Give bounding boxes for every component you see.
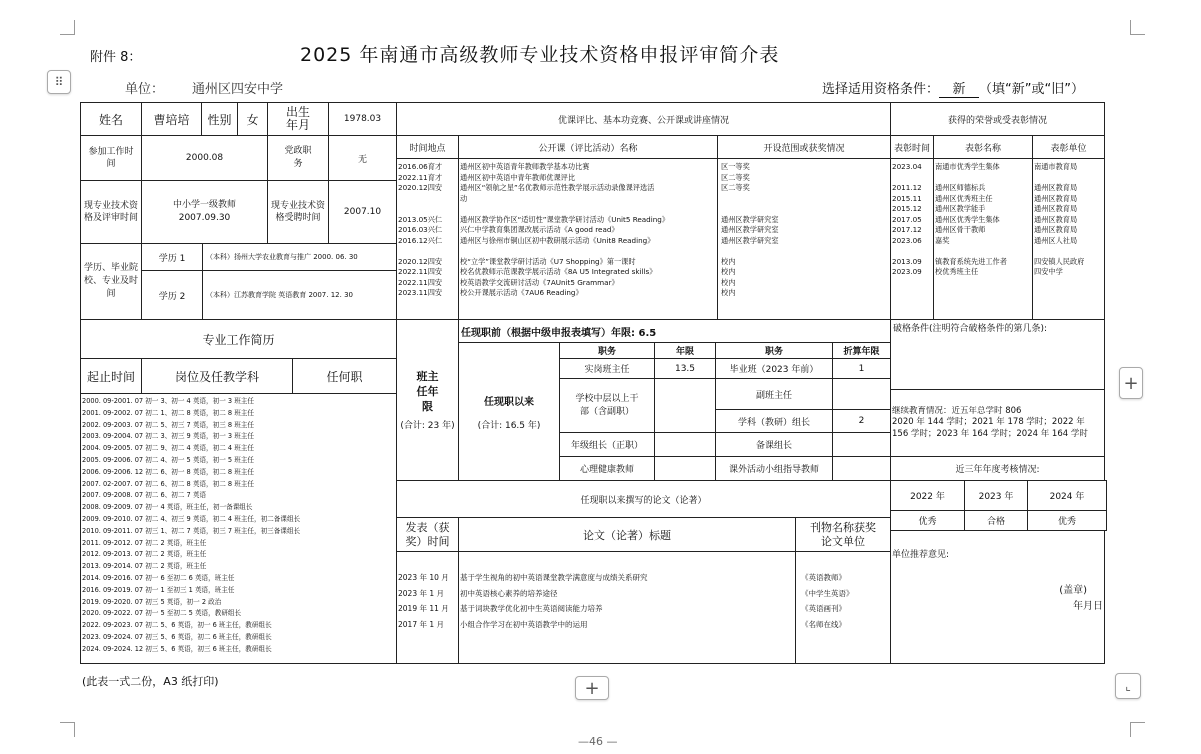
papers-journals-cell <box>795 551 891 664</box>
unit-label: 单位： <box>125 82 165 97</box>
party-label: 党政职务 <box>267 135 329 181</box>
papers-section-title: 任现职以来撰写的论文（论著） <box>396 480 891 518</box>
corner-mark-br <box>1130 722 1145 737</box>
honors-times-cell <box>890 158 934 320</box>
honors-col-time: 表彰时间 <box>890 135 934 159</box>
papers-times-cell <box>396 551 459 664</box>
class-teacher-total: (合计: 23 年) <box>400 421 455 431</box>
ct-col-discount: 折算年限 <box>832 342 891 359</box>
honors-section-title: 获得的荣誉或受表彰情况 <box>890 102 1105 136</box>
ct-row-c: 毕业班（2023 年前） <box>715 358 833 379</box>
ct-row-c: 学科（教研）组长 <box>715 409 833 433</box>
awards-activities: 通州区初中英语青年教师教学基本功比赛 通州区初中英语中青年教师优课评比 通州区“领航之星”名优教师示范性教学展示活动录像课评选活 动 通州区教学协作区“适切性”课堂教学研讨活动《Unit5 Reading》 兴仁中学教育集团课改展示活动《A good read》 通州区与徐州市铜山区初中教研展示活动《Unit8 Reading》 校“立学”课堂教学研讨活动《U7 Shopping》第一课时 校名优教师示范课教学展示活动《8A U5 Integrated skills》 校英语教学交流研讨活动《7AUnit5 Grammar》 校公开课展示活动《7AU6 Reading》 <box>460 162 670 297</box>
current-qual-label: 现专业技术资格及评审时间 <box>80 180 142 244</box>
assessment-year: 2024 年 <box>1027 480 1107 511</box>
work-start-label: 参加工作时间 <box>80 135 142 181</box>
ct-col-years: 年限 <box>654 342 716 359</box>
cont-edu-cell <box>890 389 1105 457</box>
awards-scopes: 区一等奖 区二等奖 区二等奖 通州区教学研究室 通州区教学研究室 通州区教学研究室 校内 校内 校内 校内 <box>721 162 779 297</box>
recommendation-date: 年月日 <box>1073 601 1103 612</box>
condition-value[interactable]: 新 <box>939 78 979 98</box>
recommendation-stamp: (盖章) <box>1059 585 1087 596</box>
name-value: 曹培培 <box>141 102 202 136</box>
honors-units-cell <box>1032 158 1105 320</box>
recommendation-label: 单位推荐意见: <box>892 550 950 560</box>
edu1-value <box>202 243 397 271</box>
resume-entries: 2000. 09-2001. 07 初一 3、初一 4 英语，初一 3 班主任 2001. 09-2002. 07 初二 1、初二 8 英语，初二 8 班主任 2002. 09-2003. 07 初二 5、初三 7 英语，初三 8 班主任 2003. 09-2004. 07 初二 3、初三 9 英语，初一 3 班主任 2004. 09-2005. 07 初二 9、初二 4 英语，初二 4 班主任 2005. 09-2006. 07 初二 4、初一 5 英语，初一 5 班主任 2006. 09-2006. 12 初二 6、初一 8 英语，初二 8 班主任 2007. 02-2007. 07 初二 6、初二 8 英语，初二 8 班主任 2007. 09-2008. 07 初二 6、初二 7 英语 2008. 09-2009. 07 初一 4 英语，班主任，初一备课组长 2009. 09-2010. 07 初二 4、初三 9 英语，初二 4 班主任，初二备课组长 2010. 09-2011. 07 初三 1、初二 7 英语，初三 7 班主任，初三备课组长 2011. 09-2012. 07 初二 2 英语，班主任 2012. 09-2013. 07 初二 2 英语，班主任 2013. 09-2014. 07 初二 2 英语，班主任 2014. 09-2016. 07 初一 6 至初二 6 英语，班主任 2016. 09-2019. 07 初一 1 至初三 1 英语，班主任 2019. 09-2020. 07 初三 5 英语，初一 2 政治 2020. 09-2022. 07 初一 5 至初二 5 英语，教研组长 2022. 09-2023. 07 初二 5、6 英语，初一 6 班主任，教研组长 2023. 09-2024. 07 初三 5、6 英语，初二 6 班主任，教研组长 2024. 09-2024. 12 初三 5、6 英语，初三 6 班主任，教研组长 <box>82 397 301 653</box>
ct-row-a: 年级组长（正职） <box>559 432 655 457</box>
add-column-button[interactable]: + <box>1119 367 1143 399</box>
assessment-title: 近三年年度考核情况: <box>890 456 1105 481</box>
before-years-cell <box>458 319 891 343</box>
ct-row-a: 心理健康教师 <box>559 456 655 481</box>
honors-col-unit: 表彰单位 <box>1032 135 1105 159</box>
unit-value: 通州区四安中学 <box>192 82 284 97</box>
ct-row-a: 实岗班主任 <box>559 358 655 379</box>
honors-times: 2023.04 2011.12 2015.11 2015.12 2017.05 2017.12 2023.06 2013.09 2023.09 <box>892 162 922 276</box>
ct-row-d <box>832 432 891 457</box>
resume-title: 专业工作简历 <box>80 319 397 359</box>
ct-row-c: 副班主任 <box>715 378 833 410</box>
assessment-result: 优秀 <box>1027 510 1107 531</box>
assessment-result: 合格 <box>964 510 1028 531</box>
edu2-text: （本科）江苏教育学院 英语教育 2007. 12. 30 <box>206 290 353 299</box>
attachment-label: 附件 8： <box>90 50 142 65</box>
assessment-year: 2022 年 <box>890 480 965 511</box>
ct-row-d <box>832 456 891 481</box>
assessment-result: 优秀 <box>890 510 965 531</box>
cont-edu-text: 继续教育情况：近五年总学时 806 2020 年 144 学时；2021 年 178 学时；2022 年 156 学时；2023 年 164 学时；2024 年 164 学时 <box>892 405 1088 439</box>
party-value: 无 <box>328 135 397 181</box>
awards-col-scope: 开设范围或获奖情况 <box>717 135 891 159</box>
ct-row-d: 2 <box>832 409 891 433</box>
after-label-cell <box>458 342 560 481</box>
birth-label: 出生年月 <box>267 102 329 136</box>
condition-hint: （填“新”或“旧”） <box>979 82 1084 97</box>
resume-col-role: 任何职 <box>292 358 397 394</box>
ct-row-c: 备课组长 <box>715 432 833 457</box>
awards-times: 2016.06育才 2022.11育才 2020.12四安 2013.05兴仁 2016.03兴仁 2016.12兴仁 2020.12四安 2022.11四安 2022.11四安 2023.11四安 <box>398 162 443 297</box>
ct-row-a: 学校中层以上干部（含副职） <box>559 378 655 433</box>
current-qual-value: 中小学一级教师 2007.09.30 <box>141 180 268 244</box>
ct-row-b <box>654 432 716 457</box>
resize-table-button[interactable]: ⌞ <box>1115 673 1141 699</box>
honors-names-cell <box>933 158 1033 320</box>
papers-titles: 基于学生视角的初中英语课堂教学满意度与成绩关系研究 初中英语核心素养的培养途径 基于词块教学优化初中生英语阅读能力培养 小组合作学习在初中英语教学中的运用 <box>460 573 648 629</box>
page-number: —46 — <box>578 735 618 748</box>
name-label: 姓名 <box>80 102 142 136</box>
assessment-year: 2023 年 <box>964 480 1028 511</box>
current-post-value: 2007.10 <box>328 180 397 244</box>
after-total: (合计: 16.5 年) <box>477 420 541 431</box>
papers-col-title: 论文（论著）标题 <box>458 517 796 552</box>
awards-activities-cell <box>458 158 718 320</box>
honors-units: 南通市教育局 通州区教育局 通州区教育局 通州区教育局 通州区教育局 通州区教育局 通州区人社局 四安镇人民政府 四安中学 <box>1034 162 1085 276</box>
awards-section-title: 优课评比、基本功竞赛、公开课或讲座情况 <box>396 102 891 136</box>
recommendation-cell <box>890 530 1105 664</box>
ct-row-d: 1 <box>832 358 891 379</box>
resume-list <box>80 393 397 664</box>
condition-group <box>822 78 1084 98</box>
ct-col-role2: 职务 <box>715 342 833 359</box>
edu1-label: 学历 1 <box>141 243 203 271</box>
exception-cell <box>890 319 1105 390</box>
edu1-text: （本科）扬州大学农业教育与推广 2000. 06. 30 <box>206 252 358 261</box>
class-teacher-title-cell <box>396 319 459 481</box>
ct-row-b <box>654 378 716 433</box>
papers-col-journal: 刊物名称获奖论文单位 <box>795 517 891 552</box>
edu2-value <box>202 270 397 320</box>
work-start-value: 2000.08 <box>141 135 268 181</box>
papers-times: 2023 年 10 月 2023 年 1 月 2019 年 11 月 2017 年 1 月 <box>398 573 449 629</box>
footer-note: (此表一式二份，A3 纸打印) <box>82 675 219 688</box>
drag-handle-button[interactable]: ⠿ <box>47 70 71 94</box>
birth-value: 1978.03 <box>328 102 397 136</box>
condition-label: 选择适用资格条件： <box>822 82 940 97</box>
corner-mark-bl <box>60 722 75 737</box>
awards-col-activity: 公开课（评比活动）名称 <box>458 135 718 159</box>
papers-titles-cell <box>458 551 796 664</box>
papers-col-time: 发表（获奖）时间 <box>396 517 459 552</box>
ct-row-c: 课外活动小组指导教师 <box>715 456 833 481</box>
page-title: 2025 年南通市高级教师专业技术资格申报评审简介表 <box>300 44 780 66</box>
gender-label: 性别 <box>201 102 238 136</box>
ct-col-role: 职务 <box>559 342 655 359</box>
honors-names: 南通市优秀学生集体 通州区师德标兵 通州区优秀班主任 通州区教学能手 通州区优秀学生集体 通州区骨干教师 嘉奖 镇教育系统先进工作者 校优秀班主任 <box>935 162 1007 276</box>
resume-col-time: 起止时间 <box>80 358 142 394</box>
after-label: 任现职以来 <box>484 396 534 408</box>
papers-journals: 《英语教师》 《中学生英语》 《英语画刊》 《名师在线》 <box>801 573 854 629</box>
ct-row-d <box>832 378 891 410</box>
current-post-label: 现专业技术资格受聘时间 <box>267 180 329 244</box>
ct-row-b: 13.5 <box>654 358 716 379</box>
honors-col-name: 表彰名称 <box>933 135 1033 159</box>
awards-times-cell <box>396 158 459 320</box>
resume-col-post: 岗位及任教学科 <box>141 358 293 394</box>
exception-label: 破格条件(注明符合破格条件的第几条): <box>893 324 1048 334</box>
gender-value: 女 <box>237 102 268 136</box>
table-right-border <box>1104 530 1105 664</box>
class-teacher-title: 班主任年限 <box>416 370 439 413</box>
edu-label: 学历、毕业院校、专业及时间 <box>80 243 142 320</box>
add-row-button[interactable]: + <box>575 676 609 700</box>
awards-col-time: 时间地点 <box>396 135 459 159</box>
ct-row-b <box>654 456 716 481</box>
edu2-label: 学历 2 <box>141 270 203 320</box>
corner-mark-tr <box>1130 20 1145 35</box>
corner-mark-tl <box>60 20 75 35</box>
awards-scopes-cell <box>717 158 891 320</box>
before-years: 任现职前（根据中级申报表填写）年限: 6.5 <box>461 327 657 339</box>
